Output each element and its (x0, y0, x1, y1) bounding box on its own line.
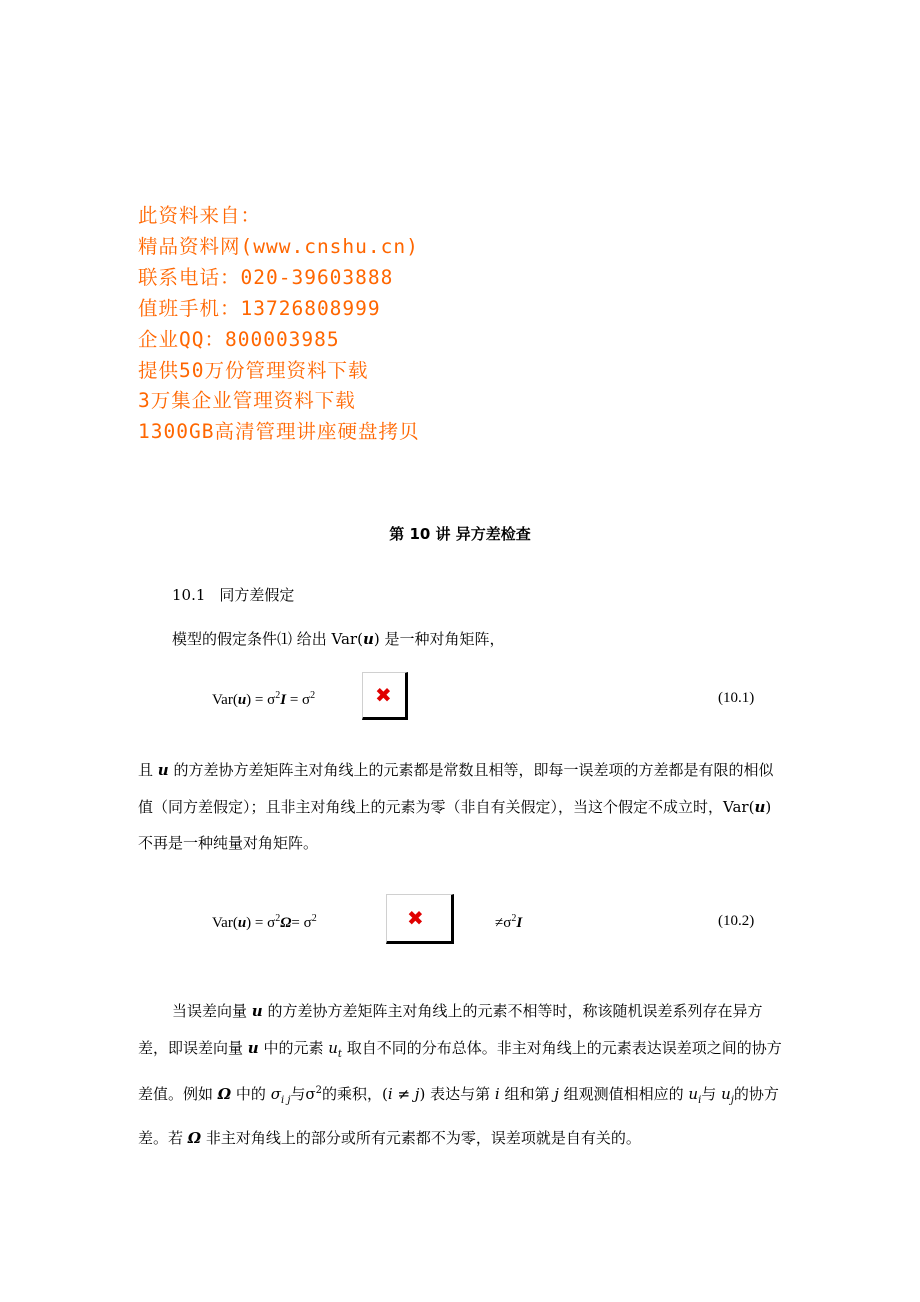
para-uj: u (721, 1085, 731, 1103)
intro-text-end: ) 是一种对角矩阵， (373, 630, 505, 648)
para-text: 中的元素 (258, 1038, 329, 1057)
para-text: 的方差协方差矩阵主对角线上的元素不相等时，称该随机误差系列存在异方差，即误差向量 (138, 1002, 763, 1057)
para-ui: u (688, 1085, 699, 1103)
equation-number: (10.1) (718, 690, 755, 706)
eq-sup: 2 (275, 690, 281, 701)
eq-sup: 2 (311, 913, 317, 924)
equation-10-2 (212, 913, 317, 932)
para-i: i (494, 1085, 500, 1103)
broken-image-icon (362, 672, 408, 720)
para-text: 取自不同的分布总体。非主对角线上的元素表达误差项之间的协方差值。例如 (138, 1038, 782, 1103)
promo-line: 提供50万份管理资料下载 (138, 358, 369, 382)
para-u: u (247, 1038, 259, 1057)
para-omega: Ω (187, 1128, 202, 1147)
para-text: ) 表达与第 (419, 1085, 495, 1103)
para-j: j (554, 1085, 559, 1103)
para-text: 组观测值相相应的 (558, 1085, 689, 1103)
para-u: u (754, 797, 766, 816)
para-sigma: σ (270, 1085, 281, 1103)
eq-omega: Ω (280, 915, 292, 931)
para-sub: i j (280, 1095, 291, 1106)
promo-block (138, 201, 419, 448)
eq-text: ≠σ (495, 915, 512, 931)
para-text: 组和第 (499, 1085, 555, 1103)
eq-text: Var( (212, 692, 238, 708)
promo-line: 1300GB高清管理讲座硬盘拷贝 (138, 420, 420, 444)
para-sub: t (337, 1048, 342, 1060)
paragraph-2 (138, 993, 783, 1156)
eq-sup: 2 (511, 913, 517, 924)
eq-u: u (237, 692, 247, 708)
equation-neq (495, 913, 522, 932)
para-u: u (251, 1002, 263, 1020)
section-number: 10.1 (172, 586, 206, 604)
broken-image-icon (386, 894, 454, 944)
para-sub: j (730, 1095, 734, 1106)
promo-line: 精品资料网(www.cnshu.cn) (138, 234, 419, 258)
para-omega: Ω (217, 1085, 232, 1103)
lecture-title: 第 10 讲 异方差检查 (389, 525, 531, 543)
para-text: 且 (138, 761, 158, 779)
red-x-icon: ✖ (407, 906, 424, 930)
promo-line: 值班手机：13726808999 (138, 296, 381, 320)
intro-u: u (362, 630, 374, 648)
para-text: 的乘积，( (322, 1085, 388, 1103)
para-text: 与σ (290, 1085, 316, 1103)
para-sub: i (698, 1095, 702, 1106)
eq-text: Var( (212, 915, 238, 931)
para-text: 当误差向量 (172, 1002, 252, 1020)
promo-line: 3万集企业管理资料下载 (138, 389, 356, 413)
eq-text: = σ (291, 915, 312, 931)
red-x-icon: ✖ (375, 683, 392, 707)
section-title: 同方差假定 (219, 586, 295, 604)
eq-text: ) = σ (246, 692, 276, 708)
eq-u: u (237, 915, 247, 931)
promo-line: 联系电话：020-39603888 (138, 265, 394, 289)
para-ineq: i ≠ j (387, 1085, 420, 1103)
promo-line: 企业QQ：800003985 (138, 327, 340, 351)
para-ut: u (328, 1038, 338, 1057)
para-text: 的方差协方差矩阵主对角线上的元素都是常数且相等，即每一误差项的方差都是有限的相似值（同方差假定）；且非主对角线上的元素为零（非自有关假定），当这个假定不成立时，Var( (138, 761, 774, 816)
para-sup: 2 (315, 1085, 323, 1096)
eq-text: = σ (286, 692, 311, 708)
eq-sup: 2 (275, 913, 281, 924)
eq-identity: I (516, 915, 523, 931)
para-text: 非主对角线上的部分或所有元素都不为零，误差项就是自有关的。 (201, 1128, 641, 1147)
para-text: 中的 (231, 1085, 271, 1103)
equation-10-1 (212, 690, 315, 709)
para-text: 的协方差。若 (138, 1085, 779, 1147)
para-text: 与 (701, 1085, 722, 1103)
intro-line (172, 628, 505, 649)
equation-number: (10.2) (718, 913, 755, 929)
section-heading (172, 584, 308, 605)
para-u: u (157, 761, 169, 779)
intro-text: 模型的假定条件⑴ 给出 Var( (172, 630, 363, 648)
eq-text: ) = σ (246, 915, 276, 931)
paragraph-1 (138, 752, 783, 862)
promo-line: 此资料来自： (138, 204, 262, 227)
eq-sup: 2 (310, 690, 316, 701)
para-text: ) 不再是一种纯量对角矩阵。 (138, 797, 772, 852)
eq-identity: I (280, 692, 287, 708)
